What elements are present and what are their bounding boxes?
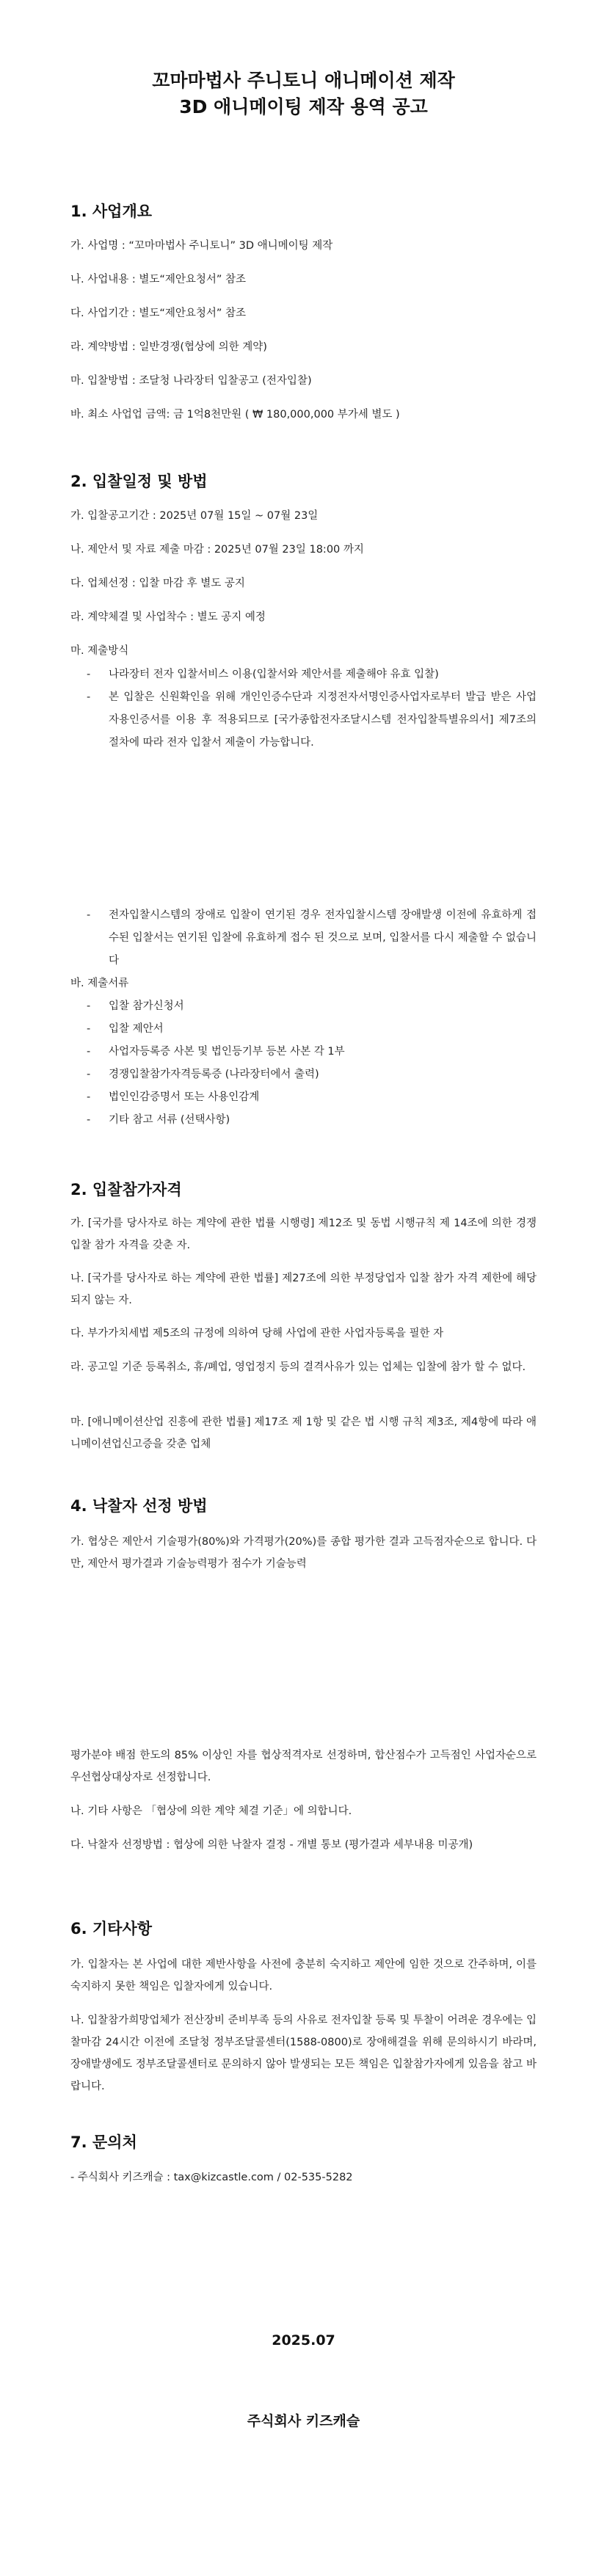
docs-item-5: 법인인감증명서 또는 사용인감계 [109,1091,260,1103]
submission-bullet-1: 나라장터 전자 입찰서비스 이용(입찰서와 제안서를 제출해야 유효 입찰) [109,669,439,680]
s6-item-ga: 가. 입찰자는 본 사업에 대한 제반사항을 사전에 충분히 숙지하고 제안에 임한 것으로 간주하며, 이를 숙지하지 못한 책임은 입찰자에게 있습니다. [70,1959,537,1993]
document-title [0,68,607,120]
s1-item-ba: 바. 최소 사업업 금액: 금 1억8천만원 ( ₩ 180,000,000 부가세 별도 ) [70,409,400,421]
s1-item-na: 나. 사업내용 : 별도“제안요청서” 참조 [70,274,247,285]
submission-bullet-2: 본 입찰은 신원확인을 위해 개인인증수단과 지정전자서명인증사업자로부터 발급 받은 사업자용인증서를 이용 후 적용되므로 [국가종합전자조달시스템 전자입찰특별유의서] 제7조의 절차에 따라 전자 입찰서 제출이 가능합니다. [109,691,537,749]
s3-item-da: 다. 부가가치세법 제5조의 규정에 의하여 당해 사업에 관한 사업자등록을 필한 자 [70,1328,444,1339]
docs-item-4: 경쟁입찰참가자격등록증 (나라장터에서 출력) [109,1069,319,1080]
s3-item-na: 나. [국가를 당사자로 하는 계약에 관한 법률] 제27조에 의한 부정당업자 입찰 참가 자격 제한에 해당 되지 않는 자. [70,1273,537,1306]
s3-item-ra: 라. 공고일 기준 등록취소, 휴/폐업, 영업정지 등의 결격사유가 있는 업체는 입찰에 참가 할 수 없다. [70,1361,526,1373]
s6-item-na: 나. 입찰참가희망업체가 전산장비 준비부족 등의 사유로 전자입찰 등록 및 투찰이 어려운 경우에는 입찰마감 24시간 이전에 조달청 정부조달콜센터(1588-0800)로 장애해결을 위해 문의하시기 바라며, 장애발생에도 정부조달콜센터로 문의하지 않아 발생되는 모든 책임은 입찰참가자에게 있음을 참고 바랍니다. [70,2015,537,2092]
s2-item-ra: 라. 계약체결 및 사업착수 : 별도 공지 예정 [70,611,266,623]
s4-item-da: 다. 낙찰자 선정방법 : 협상에 의한 낙찰자 결정 - 개별 통보 (평가결과 세부내용 미공개) [70,1839,473,1851]
docs-item-3: 사업자등록증 사본 및 법인등기부 등본 사본 각 1부 [109,1046,345,1058]
s4-item-ga-part1: 가. 협상은 제안서 기술평가(80%)와 가격평가(20%)를 종합 평가한 결과 고득점자순으로 합니다. 다만, 제안서 평가결과 기술능력평가 점수가 기술능력 [70,1536,537,1570]
s2-item-ga: 가. 입찰공고기간 : 2025년 07월 15일 ~ 07월 23일 [70,510,319,522]
s2-item-da: 다. 업체선정 : 입찰 마감 후 별도 공지 [70,578,245,589]
s4-item-na: 나. 기타 사항은 「협상에 의한 계약 체결 기준」에 의합니다. [70,1805,352,1817]
title-line-2: 3D 애니메이팅 제작 용역 공고 [179,96,428,117]
docs-item-6: 기타 참고 서류 (선택사항) [109,1114,230,1126]
section-2-heading: 2. 입찰일정 및 방법 [70,473,208,490]
list-item: - 법인인감증명서 또는 사용인감계 [87,1086,537,1109]
submission-bullet-3: 전자입찰시스템의 장애로 입찰이 연기된 경우 전자입찰시스템 장애발생 이전에 유효하게 접수된 입찰서는 연기된 입찰에 유효하게 접수 된 것으로 보며, 입찰서를 다시 제출할 수 없습니다 [109,909,537,967]
s2-item-na: 나. 제안서 및 자료 제출 마감 : 2025년 07월 23일 18:00 까지 [70,544,364,556]
section-6-heading: 6. 기타사항 [70,1920,153,1938]
list-item: - 본 입찰은 신원확인을 위해 개인인증수단과 지정전자서명인증사업자로부터 발급 받은 사업자용인증서를 이용 후 적용되므로 [국가종합전자조달시스템 전자입찰특별유의서] 제7조의 절차에 따라 전자 입찰서 제출이 가능합니다. [87,686,537,754]
s2-item-ma: 마. 제출방식 [70,645,129,657]
s1-item-ra: 라. 계약방법 : 일반경쟁(협상에 의한 계약) [70,341,267,353]
s4-item-ga-part2: 평가분야 배점 한도의 85% 이상인 자를 협상적격자로 선정하며, 합산점수가 고득점인 사업자순으로 우선협상대상자로 선정합니다. [70,1750,537,1783]
s2-docs-label: 바. 제출서류 [70,978,129,989]
section-4-heading: 4. 낙찰자 선정 방법 [70,1497,208,1515]
section-7-heading: 7. 문의처 [70,2133,137,2151]
list-item: - 전자입찰시스템의 장애로 입찰이 연기된 경우 전자입찰시스템 장애발생 이전에 유효하게 접수된 입찰서는 연기된 입찰에 유효하게 접수 된 것으로 보며, 입찰서를 다시 제출할 수 없습니다 [87,904,537,972]
list-item: - 경쟁입찰참가자격등록증 (나라장터에서 출력) [87,1063,537,1086]
list-item: - 사업자등록증 사본 및 법인등기부 등본 사본 각 1부 [87,1041,537,1063]
list-item: - 기타 참고 서류 (선택사항) [87,1109,537,1132]
docs-item-1: 입찰 참가신청서 [109,1000,184,1012]
s1-item-ga: 가. 사업명 : “꼬마마법사 주니토니” 3D 애니메이팅 제작 [70,240,333,252]
list-item: - 입찰 참가신청서 [87,995,537,1018]
docs-item-2: 입찰 제안서 [109,1023,164,1035]
footer-company: 주식회사 키즈캐슬 [247,2413,360,2429]
section-3-heading: 2. 입찰참가자격 [70,1181,182,1198]
s3-item-ma: 마. [애니메이션산업 진흥에 관한 법률] 제17조 제 1항 및 같은 법 시행 규칙 제3조, 제4항에 따라 애니메이션업신고증을 갖춘 업체 [70,1416,537,1450]
section-1-heading: 1. 사업개요 [70,203,153,220]
list-item: - 나라장터 전자 입찰서비스 이용(입찰서와 제안서를 제출해야 유효 입찰) [87,663,537,686]
title-line-1: 꼬마마법사 주니토니 애니메이션 제작 [152,70,455,91]
footer-date: 2025.07 [272,2332,335,2348]
s3-item-ga: 가. [국가를 당사자로 하는 계약에 관한 법률 시행령] 제12조 및 동법 시행규칙 제 14조에 의한 경쟁 입찰 참가 자격을 갖춘 자. [70,1218,537,1251]
s1-item-ma: 마. 입찰방법 : 조달청 나라장터 입찰공고 (전자입찰) [70,375,312,387]
list-item: - 입찰 제안서 [87,1018,537,1041]
s1-item-da: 다. 사업기간 : 별도“제안요청서” 참조 [70,308,247,319]
contact-line: - 주식회사 키즈캐슬 : tax@kizcastle.com / 02-535-5282 [70,2172,353,2183]
